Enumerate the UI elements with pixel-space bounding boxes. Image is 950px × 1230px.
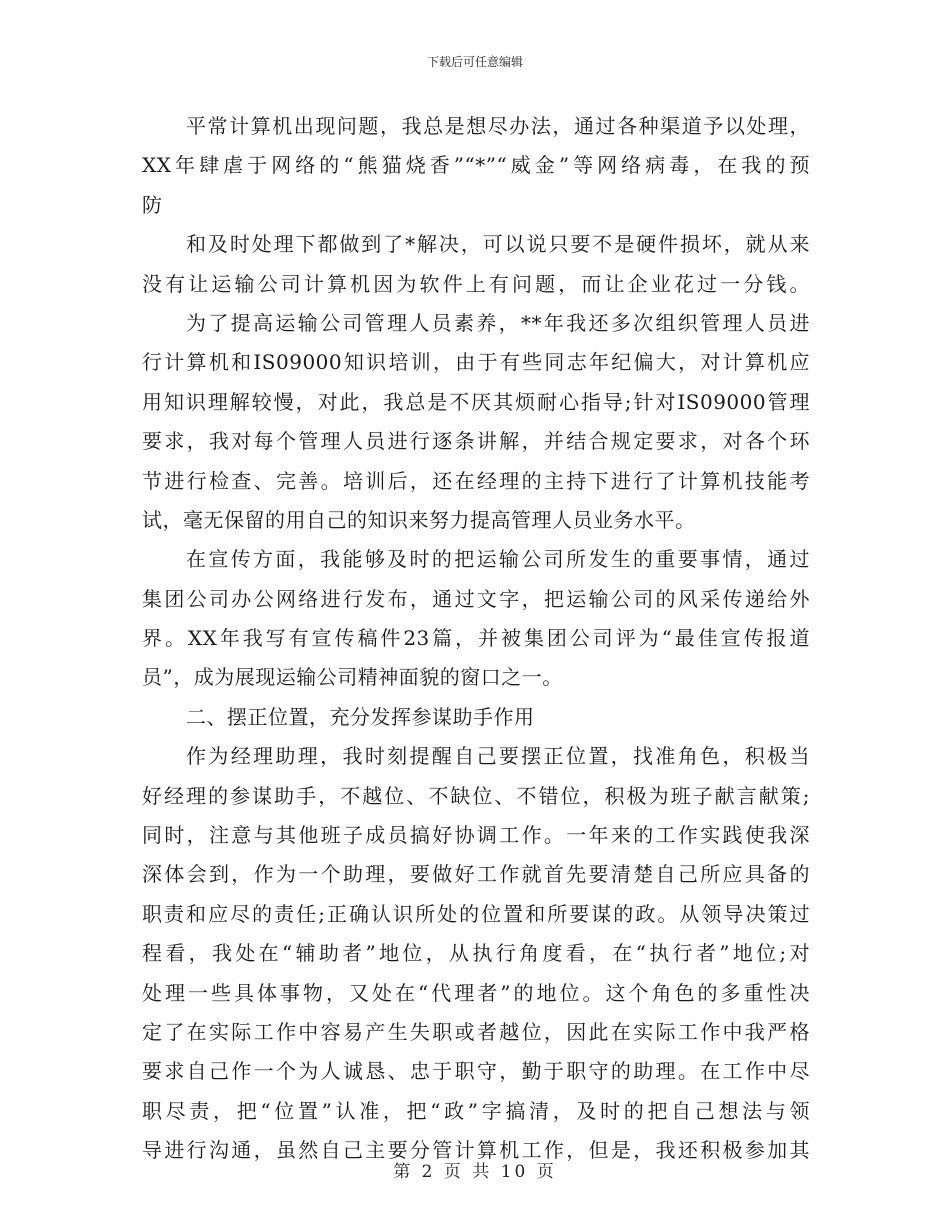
text-line: 节进行检查、完善。培训后，还在经理的主持下进行了计算机技能考	[142, 468, 810, 493]
text-line: 界。XX年我写有宣传稿件23篇，并被集团公司评为“最佳宣传报道	[142, 626, 810, 651]
text-line: 职责和应尽的责任;正确认识所处的位置和所要谋的政。从领导决策过	[142, 901, 810, 926]
page-header: 下载后可任意编辑	[426, 55, 523, 69]
text-line: 没有让运输公司计算机因为软件上有问题，而让企业花过一分钱。	[142, 271, 810, 296]
text-line: 为了提高运输公司管理人员素养，**年我还多次组织管理人员进	[186, 310, 810, 335]
text-line: 导进行沟通，虽然自己主要分管计算机工作，但是，我还积极参加其	[142, 1138, 810, 1163]
text-line: 同时，注意与其他班子成员搞好协调工作。一年来的工作实践使我深	[142, 823, 810, 848]
text-line: 好经理的参谋助手，不越位、不缺位、不错位，积极为班子献言献策;	[142, 783, 810, 808]
section-heading: 二、摆正位置，充分发挥参谋助手作用	[186, 704, 535, 729]
document-body	[142, 107, 810, 1171]
text-line: 和及时处理下都做到了*解决，可以说只要不是硬件损坏，就从来	[186, 232, 810, 257]
page-footer: 第 2 页 共 10 页	[393, 1162, 557, 1182]
text-line: 处理一些具体事物，又处在“代理者”的地位。这个角色的多重性决	[142, 980, 810, 1005]
text-line: 作为经理助理，我时刻提醒自己要摆正位置，找准角色，积极当	[186, 744, 810, 769]
text-line: 员”，成为展现运输公司精神面貌的窗口之一。	[142, 665, 563, 690]
text-line: 要求，我对每个管理人员进行逐条讲解，并结合规定要求，对各个环	[142, 429, 810, 454]
text-line: 职尽责，把“位置”认准，把“政”字搞清，及时的把自己想法与领	[142, 1098, 810, 1123]
text-line: 深体会到，作为一个助理，要做好工作就首先要清楚自己所应具备的	[142, 862, 810, 887]
text-line: 要求自己作一个为人诚恳、忠于职守，勤于职守的助理。在工作中尽	[142, 1059, 810, 1084]
text-line: 程看，我处在“辅助者”地位，从执行角度看，在“执行者”地位;对	[142, 941, 810, 966]
text-line: 定了在实际工作中容易产生失职或者越位，因此在实际工作中我严格	[142, 1019, 810, 1044]
text-line: 在宣传方面，我能够及时的把运输公司所发生的重要事情，通过	[186, 547, 810, 572]
text-line: 平常计算机出现问题，我总是想尽办法，通过各种渠道予以处理，	[186, 114, 810, 138]
text-line: 行计算机和IS09000知识培训，由于有些同志年纪偏大，对计算机应	[142, 350, 810, 375]
text-line: 用知识理解较慢，对此，我总是不厌其烦耐心指导;针对IS09000管理	[142, 389, 810, 414]
text-line: 集团公司办公网络进行发布，通过文字，把运输公司的风采传递给外	[142, 586, 810, 611]
text-line: 试，毫无保留的用自己的知识来努力提高管理人员业务水平。	[142, 507, 696, 532]
text-line: XX年肆虐于网络的“熊猫烧香”“*”“威金”等网络病毒，在我的预	[142, 153, 810, 178]
text-line: 防	[142, 192, 163, 217]
